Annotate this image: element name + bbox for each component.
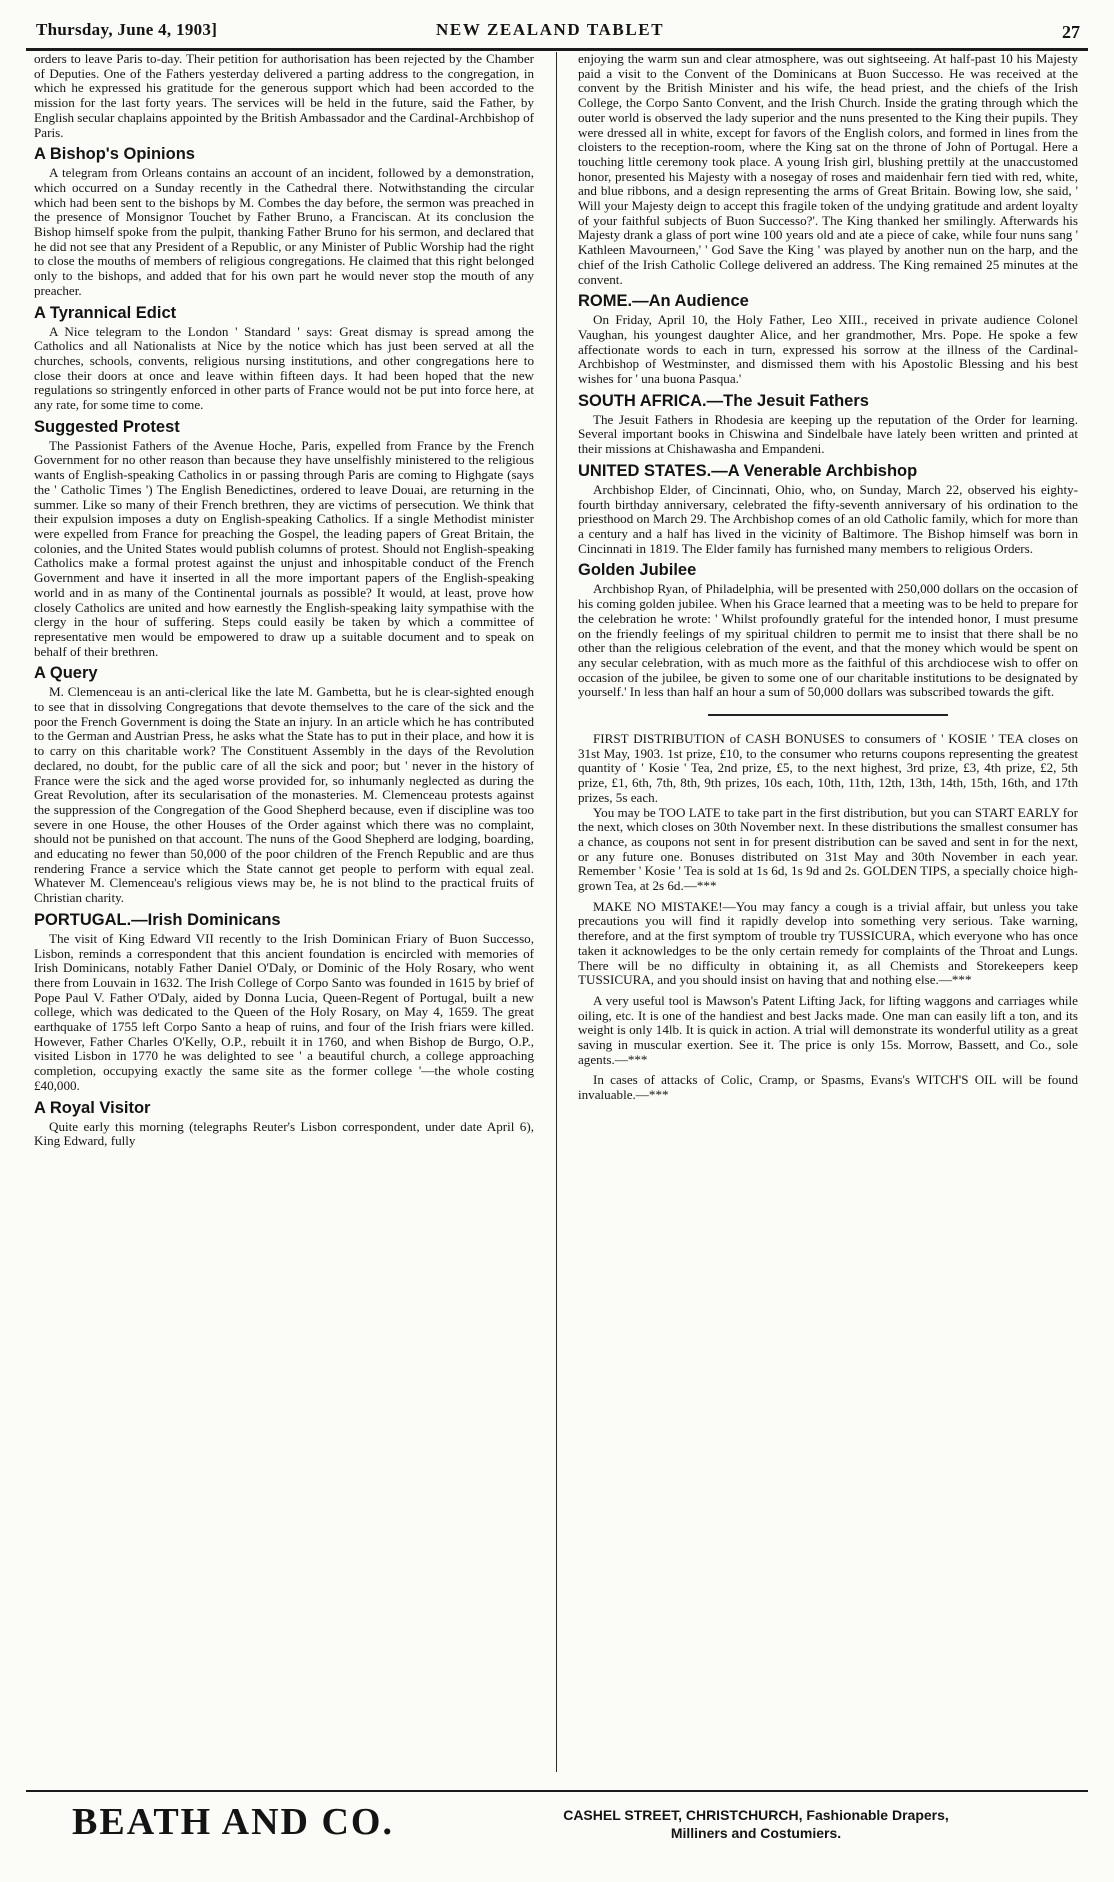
article-royal-visitor: Quite early this morning (telegraphs Reuter's Lisbon correspondent, under date April 6), King Edward, fully: [34, 1118, 534, 1149]
ad-witchs-oil: In cases of attacks of Colic, Cramp, or Spasms, Evans's WITCH'S OIL will be found invaluable.—***: [578, 1072, 1078, 1103]
heading-a-query: A Query: [34, 664, 98, 683]
article-rome: On Friday, April 10, the Holy Father, Leo XIII., received in private audience Colonel Vaughan, his youngest daughter Alice, and her grandmother, Mrs. Pope. He spoke a few affectionate words to each in turn, expressed his sorrow at the illness of the Cardinal-Archbishop of Westminster, and dismissed them with his Apostolic Blessing and his best wishes for ' una buona Pasqua.': [578, 312, 1078, 387]
advertiser-brand: BEATH AND CO.: [72, 1801, 394, 1843]
right-column: [578, 52, 1078, 1774]
heading-united-states: UNITED STATES.—A Venerable Archbishop: [578, 461, 918, 480]
article-tyrannical-edict: A Nice telegram to the London ' Standard ' says: Great dismay is spread among the Catholics and all Nationalists at Nice by the notice which has just been served at all the churches, schools, convents, religious nursing institutions, and other congregations here to close their doors at once and leave within fifteen days. It had been hoped that the new regulations so stringently enforced in other parts of France would not be put into force here, at any rate, for some time to come.: [34, 323, 534, 413]
article-a-query: M. Clemenceau is an anti-clerical like the late M. Gambetta, but he is clear-sighted enough to see that in dissolving Congregations that devote themselves to the care of the sick and the poor the French Government is doing the State an injury. In an article which he has contributed to the German and Austrian Press, he asks what the State has to put in their place, and how it is to carry on this charitable work? The Constituent Assembly in the days of the Revolution declared, no doubt, for the public care of all the sick and poor; but ' never in the history of France were the sick and the aged worse provided for, so inhumanly neglected as during the Great Revolution, after its secularisation of the monasteries. M. Clemenceau protests against the suppression of the Congregation of the Good Shepherd because, even if discipline was too severe in one House, the other Houses of the Order against which there was no complaint, should not be punished on that account. The nuns of the Good Shepherd are lodging, boarding, and educating no fewer than 50,000 of the poor children of the French Republic and are thus rendering France a service which the State cannot get people to perform with equal zeal. Whatever M. Clemenceau's religious views may be, he is not blind to the practical fruits of Christian charity.: [34, 684, 534, 906]
article-intro: orders to leave Paris to-day. Their petition for authorisation has been rejected by the Chamber of Deputies. One of the Fathers yesterday delivered a parting address to the congregation, in which he expressed his gratitude for the generous support which had been accorded to the mission for the last forty years. The services will be held in the future, said the Father, by English secular chaplains appointed by the British Ambassador and the Cardinal-Archbishop of Paris.: [34, 52, 534, 140]
heading-suggested-protest: Suggested Protest: [34, 417, 180, 436]
publication-title: NEW ZEALAND TABLET: [436, 20, 665, 39]
ad-tussicura: MAKE NO MISTAKE!—You may fancy a cough is a trivial affair, but unless you take precautions you will find it rapidly develop into something very serious. Take warning, therefore, and at the first symptom of trouble try TUSSICURA, which everyone who has once taken it acknowledges to be the only certain remedy for complaints of the Throat and Lungs. There will be no difficulty in obtaining it, as all Chemists and Storekeepers keep TUSSICURA, and you should insist on having that and nothing else.—***: [578, 898, 1078, 988]
article-suggested-protest: The Passionist Fathers of the Avenue Hoche, Paris, expelled from France by the French Government for no other reason than because they have unselfishly ministered to the religious wants of English-speaking Catholics in or passing through Paris are coming to Highgate (says the ' Catholic Times ') The English Benedictines, ordered to leave Douai, are returning in the summer. Like so many of their French brethren, they are victims of persecution. We think that their expulsion imposes a duty on English-speaking Catholics. If a single Methodist minister were expelled from France for preaching the Gospel, the leading papers of Great Britain, the colonies, and the United States would publish columns of protest. Should not English-speaking Catholics make a formal protest against the unjust and inhospitable conduct of the French Government and have it inserted in all the more important papers of the English-speaking world and in as many of the Continental journals as possible? It would, at least, prove how closely Catholics are united and how earnestly the English-speaking laity sympathise with the clergy in the hour of suffering. Steps could easily be taken by which a committee of representative men would be empowered to draw up a suitable document and to speak on behalf of their brethren.: [34, 437, 534, 659]
address-line-1: CASHEL STREET, CHRISTCHURCH, Fashionable Drapers,: [563, 1807, 949, 1823]
heading-south-africa: SOUTH AFRICA.—The Jesuit Fathers: [578, 391, 869, 410]
article-south-africa: The Jesuit Fathers in Rhodesia are keeping up the reputation of the Order for learning. Several important books in Chiswina and Sindelbale have lately been written and printed at their missions at Chishawasha and Empandeni.: [578, 411, 1078, 457]
article-united-states: Archbishop Elder, of Cincinnati, Ohio, who, on Sunday, March 22, observed his eighty-fourth birthday anniversary, celebrated the fifty-seventh anniversary of his ordination to the priesthood on March 29. The Archbishop comes of an old Catholic family, which for more than a century and a half has lived in the vicinity of Baltimore. The Bishop himself was born in Cincinnati in 1819. The Elder family has furnished many members to religious Orders.: [578, 481, 1078, 556]
ad-kosie-tea-2: You may be TOO LATE to take part in the first distribution, but you can START EARLY for the next, which closes on 30th November next. In these distributions the smallest consumer has a chance, as coupons not sent in for present distribution can be saved and sent in for the next, or any future one. Bonuses distributed on 31st May and 30th November in each year. Remember ' Kosie ' Tea is sold at 1s 6d, 1s 9d and 2s. GOLDEN TIPS, a specially choice high-grown Tea, at 2s 6d.—***: [578, 804, 1078, 894]
heading-portugal: PORTUGAL.—Irish Dominicans: [34, 910, 281, 929]
ad-lifting-jack: A very useful tool is Mawson's Patent Lifting Jack, for lifting waggons and carriages while oiling, etc. It is one of the handiest and best Jacks made. One man can easily lift a ton, and its weight is only 14lb. It is quick in action. A trial will demonstrate its wonderful utility as a great saving in muscular exertion. See it. The price is only 15s. Morrow, Bassett, and Co., sole agents.—***: [578, 992, 1078, 1067]
heading-golden-jubilee: Golden Jubilee: [578, 561, 697, 580]
heading-bishops-opinions: A Bishop's Opinions: [34, 145, 195, 164]
advertiser-address: [506, 1806, 1006, 1842]
column-divider: [556, 52, 557, 1772]
heading-rome: ROME.—An Audience: [578, 292, 749, 311]
article-bishops-opinions: A telegram from Orleans contains an account of an incident, followed by a demonstration, which occurred on a Sunday recently in the Cathedral there. Notwithstanding the circular which had been sent to the bishops by M. Combes the day before, the sermon was preached in the presence of Monsignor Touchet by Father Bruno, a Franciscan. At its conclusion the Bishop himself spoke from the pulpit, thanking Father Bruno for his sermon, and declared that he did not see that any President of a Republic, or any Minister of Public Worship had the right to close the mouths of members of religious congregations. He claimed that this right belonged only to the bishops, and added that for his own part he would never stop the mouth of any preacher.: [34, 165, 534, 298]
section-divider: [708, 714, 948, 716]
article-portugal: The visit of King Edward VII recently to the Irish Dominican Friary of Buon Successo, Lisbon, reminds a correspondent that this ancient foundation is encircled with memories of Irish Dominicans, notably Father Daniel O'Daly, or Dominic of the Holy Rosary, who went there from Louvain in 1632. The Irish College of Corpo Santo was founded in 1615 by brief of Pope Paul V. Father O'Daly, aided by Donna Lucia, Queen-Regent of Portugal, built a new college, which was dedicated to the Queen of the Holy Rosary, on May 4, 1659. The great earthquake of 1755 left Corpo Santo a heap of ruins, and four of the Irish friars were killed. However, Father Charles O'Kelly, O.P., rebuilt it in 1760, and when Bishop de Burgo, O.P., visited Lisbon in 1770 he was delighted to see ' a beautiful church, a college approaching completion, occupying exactly the same site as the former college '—the whole costing £40,000.: [34, 930, 534, 1093]
heading-royal-visitor: A Royal Visitor: [34, 1098, 151, 1117]
left-column: [34, 52, 534, 1774]
heading-tyrannical-edict: A Tyrannical Edict: [34, 303, 177, 322]
ad-kosie-tea-1: FIRST DISTRIBUTION of CASH BONUSES to consumers of ' KOSIE ' TEA closes on 31st May, 1903. 1st prize, £10, to the consumer who returns coupons representing the greatest quantity of ' Kosie ' Tea, 2nd prize, £5, to the next highest, 3rd prize, £3, 4th prize, £2, 5th prize, £1, 6th, 7th, 8th, 9th prizes, 10s each, 10th, 11th, 12th, 13th, 14th, 15th, 16th, and 17th prizes, 5s each.: [578, 731, 1078, 805]
page-footer: [26, 1790, 1088, 1872]
page-header: [26, 8, 1088, 51]
issue-date: Thursday, June 4, 1903]: [36, 20, 218, 39]
page-number: 27: [1062, 22, 1080, 42]
article-golden-jubilee: Archbishop Ryan, of Philadelphia, will be presented with 250,000 dollars on the occasion of his coming golden jubilee. When his Grace learned that a meeting was to be held to prepare for the celebration he wrote: ' Whilst profoundly grateful for the intended honor, I must presume on the friendly feelings of my spiritual children to permit me to insist that there shall be no other than the religious celebration of the event, and that the money which would be spent on any secular celebration, with as much more as the faithful of this archdiocese wish to offer on occasion of the jubilee, be given to some one of our charitable institutions to be designated by yourself.' In less than half an hour a sum of 50,000 dollars was subscribed towards the gift.: [578, 581, 1078, 700]
article-royal-visitor-continued: enjoying the warm sun and clear atmosphere, was out sightseeing. At half-past 10 his Majesty paid a visit to the Convent of the Dominicans at Buon Successo. He was received at the convent by the British Minister and his wife, the head priest, and the chiefs of the Irish College, the Corpo Santo Convent, and the Irish Church. Inside the grating through which the outer world is observed the lady superior and the nuns presented to the King their pupils. They were dressed all in white, except for favors of the English colors, and formed in lines from the cloisters to the reception-room, where the King sat on the throne of John of Portugal. Here a touching little ceremony took place. A young Irish girl, blushing prettily at the unaccustomed honor, presented his Majesty with a nosegay of roses and maidenhair fern tied with red, white, and blue ribbons, and a design representing the arms of Great Britain. Bowing low, she said, ' Will your Majesty deign to accept this fragile token of the undying gratitude and ardent loyalty of your faithful subjects of Buon Successo?'. The King thanked her smilingly. Afterwards his Majesty drank a glass of port wine 100 years old and ate a piece of cake, while four nuns sang ' Kathleen Mavourneen,' ' God Save the King ' was played by another nun on the harp, and the chief of the Irish Catholic College delivered an address. The King remained 25 minutes at the convent.: [578, 52, 1078, 287]
address-line-2: Milliners and Costumiers.: [670, 1825, 842, 1841]
